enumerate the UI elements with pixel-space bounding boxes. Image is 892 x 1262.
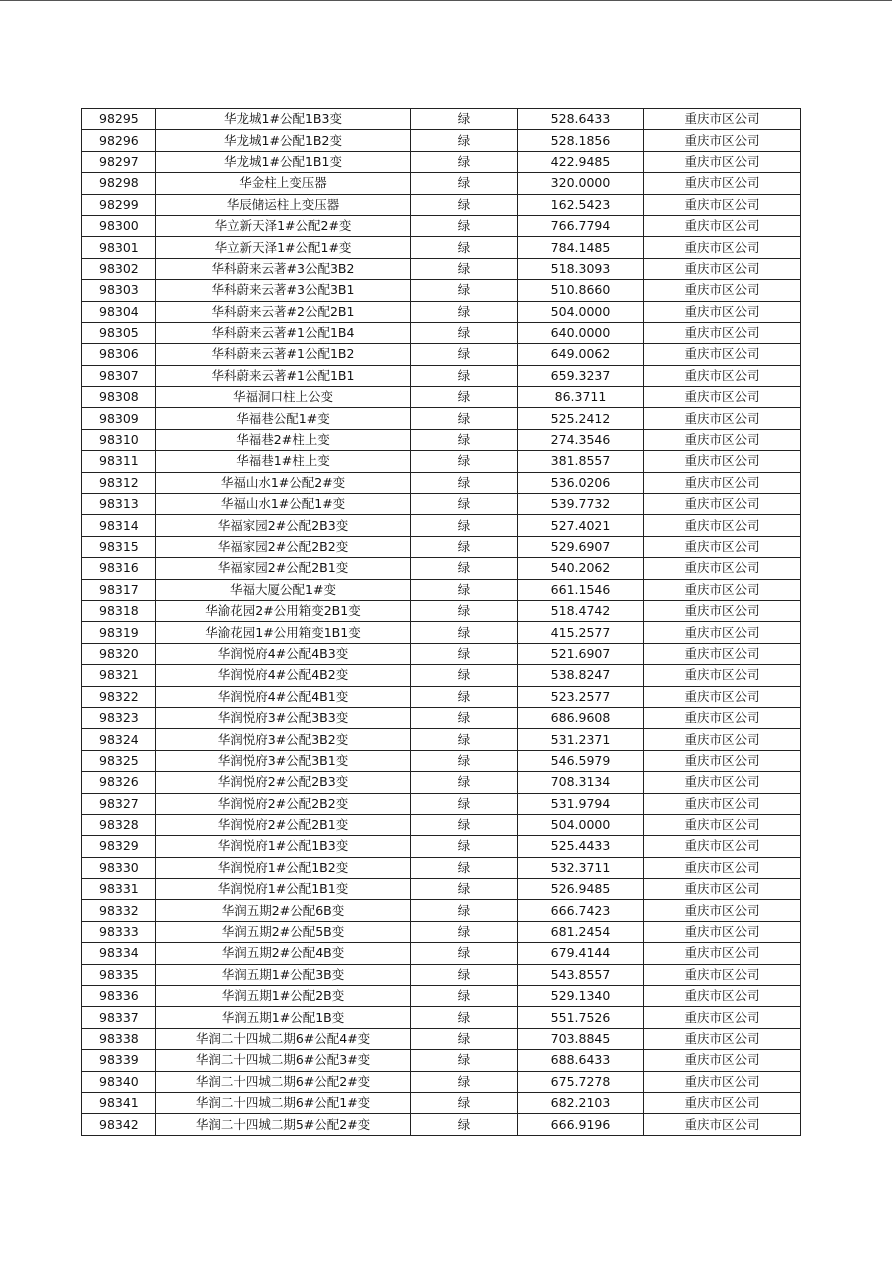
value-cell: 504.0000	[518, 301, 644, 322]
table-row	[82, 344, 801, 365]
row-id-cell: 98306	[82, 344, 156, 365]
table-row	[82, 194, 801, 215]
table-row	[82, 836, 801, 857]
company-cell: 重庆市区公司	[644, 643, 801, 664]
company-cell: 重庆市区公司	[644, 130, 801, 151]
company-cell: 重庆市区公司	[644, 964, 801, 985]
station-name-cell: 华润二十四城二期5#公配2#变	[156, 1114, 411, 1135]
row-id-cell: 98333	[82, 921, 156, 942]
value-cell: 551.7526	[518, 1007, 644, 1028]
row-id-cell: 98329	[82, 836, 156, 857]
row-id-cell: 98315	[82, 536, 156, 557]
row-id-cell: 98305	[82, 322, 156, 343]
row-id-cell: 98328	[82, 814, 156, 835]
value-cell: 162.5423	[518, 194, 644, 215]
table-row	[82, 986, 801, 1007]
status-color-cell: 绿	[411, 408, 518, 429]
station-name-cell: 华辰储运柱上变压器	[156, 194, 411, 215]
row-id-cell: 98300	[82, 215, 156, 236]
station-name-cell: 华润二十四城二期6#公配3#变	[156, 1050, 411, 1071]
station-name-cell: 华福巷2#柱上变	[156, 429, 411, 450]
status-color-cell: 绿	[411, 600, 518, 621]
table-row	[82, 472, 801, 493]
company-cell: 重庆市区公司	[644, 451, 801, 472]
status-color-cell: 绿	[411, 322, 518, 343]
station-name-cell: 华润二十四城二期6#公配2#变	[156, 1071, 411, 1092]
table-row	[82, 494, 801, 515]
company-cell: 重庆市区公司	[644, 772, 801, 793]
status-color-cell: 绿	[411, 109, 518, 130]
company-cell: 重庆市区公司	[644, 472, 801, 493]
value-cell: 538.8247	[518, 665, 644, 686]
table-row	[82, 900, 801, 921]
status-color-cell: 绿	[411, 429, 518, 450]
company-cell: 重庆市区公司	[644, 280, 801, 301]
station-name-cell: 华金柱上变压器	[156, 173, 411, 194]
station-name-cell: 华科蔚来云著#3公配3B2	[156, 258, 411, 279]
station-name-cell: 华润五期2#公配6B变	[156, 900, 411, 921]
company-cell: 重庆市区公司	[644, 429, 801, 450]
value-cell: 536.0206	[518, 472, 644, 493]
station-name-cell: 华科蔚来云著#2公配2B1	[156, 301, 411, 322]
status-color-cell: 绿	[411, 814, 518, 835]
station-name-cell: 华润悦府1#公配1B3变	[156, 836, 411, 857]
row-id-cell: 98323	[82, 707, 156, 728]
status-color-cell: 绿	[411, 579, 518, 600]
row-id-cell: 98337	[82, 1007, 156, 1028]
station-name-cell: 华润悦府1#公配1B1变	[156, 879, 411, 900]
row-id-cell: 98322	[82, 686, 156, 707]
station-name-cell: 华福洞口柱上公变	[156, 387, 411, 408]
status-color-cell: 绿	[411, 280, 518, 301]
station-name-cell: 华润五期2#公配4B变	[156, 943, 411, 964]
status-color-cell: 绿	[411, 494, 518, 515]
value-cell: 649.0062	[518, 344, 644, 365]
row-id-cell: 98324	[82, 729, 156, 750]
value-cell: 504.0000	[518, 814, 644, 835]
station-name-cell: 华科蔚来云著#1公配1B2	[156, 344, 411, 365]
company-cell: 重庆市区公司	[644, 1007, 801, 1028]
station-name-cell: 华润悦府2#公配2B1变	[156, 814, 411, 835]
station-name-cell: 华渝花园1#公用箱变1B1变	[156, 622, 411, 643]
row-id-cell: 98331	[82, 879, 156, 900]
station-name-cell: 华润悦府1#公配1B2变	[156, 857, 411, 878]
row-id-cell: 98299	[82, 194, 156, 215]
row-id-cell: 98319	[82, 622, 156, 643]
table-row	[82, 622, 801, 643]
value-cell: 528.1856	[518, 130, 644, 151]
row-id-cell: 98317	[82, 579, 156, 600]
table-row	[82, 237, 801, 258]
station-name-cell: 华润悦府4#公配4B3变	[156, 643, 411, 664]
row-id-cell: 98340	[82, 1071, 156, 1092]
company-cell: 重庆市区公司	[644, 665, 801, 686]
status-color-cell: 绿	[411, 1028, 518, 1049]
table-row	[82, 879, 801, 900]
row-id-cell: 98297	[82, 151, 156, 172]
company-cell: 重庆市区公司	[644, 237, 801, 258]
station-name-cell: 华福巷公配1#变	[156, 408, 411, 429]
status-color-cell: 绿	[411, 1092, 518, 1113]
company-cell: 重庆市区公司	[644, 600, 801, 621]
status-color-cell: 绿	[411, 986, 518, 1007]
station-name-cell: 华科蔚来云著#3公配3B1	[156, 280, 411, 301]
table-row	[82, 579, 801, 600]
status-color-cell: 绿	[411, 836, 518, 857]
row-id-cell: 98304	[82, 301, 156, 322]
value-cell: 703.8845	[518, 1028, 644, 1049]
company-cell: 重庆市区公司	[644, 536, 801, 557]
station-name-cell: 华福山水1#公配2#变	[156, 472, 411, 493]
table-row	[82, 921, 801, 942]
value-cell: 531.2371	[518, 729, 644, 750]
company-cell: 重庆市区公司	[644, 558, 801, 579]
status-color-cell: 绿	[411, 365, 518, 386]
value-cell: 86.3711	[518, 387, 644, 408]
value-cell: 527.4021	[518, 515, 644, 536]
row-id-cell: 98311	[82, 451, 156, 472]
value-cell: 640.0000	[518, 322, 644, 343]
company-cell: 重庆市区公司	[644, 943, 801, 964]
row-id-cell: 98342	[82, 1114, 156, 1135]
value-cell: 523.2577	[518, 686, 644, 707]
status-color-cell: 绿	[411, 879, 518, 900]
row-id-cell: 98301	[82, 237, 156, 258]
data-table	[81, 108, 801, 1136]
status-color-cell: 绿	[411, 130, 518, 151]
table-row	[82, 429, 801, 450]
company-cell: 重庆市区公司	[644, 515, 801, 536]
value-cell: 510.8660	[518, 280, 644, 301]
company-cell: 重庆市区公司	[644, 494, 801, 515]
company-cell: 重庆市区公司	[644, 1050, 801, 1071]
value-cell: 415.2577	[518, 622, 644, 643]
table-row	[82, 750, 801, 771]
company-cell: 重庆市区公司	[644, 707, 801, 728]
value-cell: 659.3237	[518, 365, 644, 386]
station-name-cell: 华润五期1#公配3B变	[156, 964, 411, 985]
company-cell: 重庆市区公司	[644, 921, 801, 942]
value-cell: 543.8557	[518, 964, 644, 985]
company-cell: 重庆市区公司	[644, 173, 801, 194]
company-cell: 重庆市区公司	[644, 836, 801, 857]
row-id-cell: 98321	[82, 665, 156, 686]
status-color-cell: 绿	[411, 729, 518, 750]
table-row	[82, 1028, 801, 1049]
company-cell: 重庆市区公司	[644, 322, 801, 343]
row-id-cell: 98295	[82, 109, 156, 130]
table-row	[82, 1092, 801, 1113]
page-top-border	[0, 0, 892, 1]
row-id-cell: 98316	[82, 558, 156, 579]
station-name-cell: 华龙城1#公配1B2变	[156, 130, 411, 151]
station-name-cell: 华润悦府2#公配2B2变	[156, 793, 411, 814]
status-color-cell: 绿	[411, 1071, 518, 1092]
value-cell: 528.6433	[518, 109, 644, 130]
table-row	[82, 857, 801, 878]
table-row	[82, 451, 801, 472]
station-name-cell: 华润悦府3#公配3B2变	[156, 729, 411, 750]
company-cell: 重庆市区公司	[644, 365, 801, 386]
status-color-cell: 绿	[411, 536, 518, 557]
table-row	[82, 536, 801, 557]
value-cell: 661.1546	[518, 579, 644, 600]
table-row	[82, 322, 801, 343]
company-cell: 重庆市区公司	[644, 750, 801, 771]
table-row	[82, 408, 801, 429]
status-color-cell: 绿	[411, 643, 518, 664]
station-name-cell: 华龙城1#公配1B1变	[156, 151, 411, 172]
row-id-cell: 98310	[82, 429, 156, 450]
table-row	[82, 173, 801, 194]
value-cell: 320.0000	[518, 173, 644, 194]
row-id-cell: 98309	[82, 408, 156, 429]
table-row	[82, 814, 801, 835]
row-id-cell: 98313	[82, 494, 156, 515]
table-row	[82, 943, 801, 964]
row-id-cell: 98318	[82, 600, 156, 621]
table-row	[82, 1050, 801, 1071]
table-row	[82, 387, 801, 408]
value-cell: 546.5979	[518, 750, 644, 771]
station-name-cell: 华润五期2#公配5B变	[156, 921, 411, 942]
value-cell: 679.4144	[518, 943, 644, 964]
value-cell: 529.6907	[518, 536, 644, 557]
status-color-cell: 绿	[411, 943, 518, 964]
value-cell: 526.9485	[518, 879, 644, 900]
station-name-cell: 华润五期1#公配1B变	[156, 1007, 411, 1028]
table-row	[82, 772, 801, 793]
value-cell: 518.4742	[518, 600, 644, 621]
station-name-cell: 华润悦府4#公配4B1变	[156, 686, 411, 707]
row-id-cell: 98334	[82, 943, 156, 964]
company-cell: 重庆市区公司	[644, 579, 801, 600]
status-color-cell: 绿	[411, 237, 518, 258]
company-cell: 重庆市区公司	[644, 408, 801, 429]
station-name-cell: 华润悦府3#公配3B3变	[156, 707, 411, 728]
row-id-cell: 98298	[82, 173, 156, 194]
row-id-cell: 98320	[82, 643, 156, 664]
row-id-cell: 98303	[82, 280, 156, 301]
row-id-cell: 98339	[82, 1050, 156, 1071]
status-color-cell: 绿	[411, 215, 518, 236]
row-id-cell: 98302	[82, 258, 156, 279]
company-cell: 重庆市区公司	[644, 344, 801, 365]
value-cell: 539.7732	[518, 494, 644, 515]
station-name-cell: 华福大厦公配1#变	[156, 579, 411, 600]
value-cell: 529.1340	[518, 986, 644, 1007]
company-cell: 重庆市区公司	[644, 857, 801, 878]
company-cell: 重庆市区公司	[644, 258, 801, 279]
status-color-cell: 绿	[411, 387, 518, 408]
status-color-cell: 绿	[411, 707, 518, 728]
table-row	[82, 1114, 801, 1135]
status-color-cell: 绿	[411, 1114, 518, 1135]
company-cell: 重庆市区公司	[644, 1092, 801, 1113]
row-id-cell: 98332	[82, 900, 156, 921]
station-name-cell: 华润悦府3#公配3B1变	[156, 750, 411, 771]
table-row	[82, 258, 801, 279]
status-color-cell: 绿	[411, 1050, 518, 1071]
value-cell: 521.6907	[518, 643, 644, 664]
value-cell: 274.3546	[518, 429, 644, 450]
value-cell: 381.8557	[518, 451, 644, 472]
row-id-cell: 98326	[82, 772, 156, 793]
station-name-cell: 华福山水1#公配1#变	[156, 494, 411, 515]
value-cell: 525.2412	[518, 408, 644, 429]
status-color-cell: 绿	[411, 793, 518, 814]
station-name-cell: 华润悦府4#公配4B2变	[156, 665, 411, 686]
station-name-cell: 华福家园2#公配2B3变	[156, 515, 411, 536]
value-cell: 766.7794	[518, 215, 644, 236]
station-name-cell: 华润五期1#公配2B变	[156, 986, 411, 1007]
company-cell: 重庆市区公司	[644, 729, 801, 750]
status-color-cell: 绿	[411, 900, 518, 921]
company-cell: 重庆市区公司	[644, 686, 801, 707]
company-cell: 重庆市区公司	[644, 387, 801, 408]
company-cell: 重庆市区公司	[644, 900, 801, 921]
table-row	[82, 130, 801, 151]
station-name-cell: 华龙城1#公配1B3变	[156, 109, 411, 130]
row-id-cell: 98307	[82, 365, 156, 386]
company-cell: 重庆市区公司	[644, 986, 801, 1007]
station-name-cell: 华润二十四城二期6#公配4#变	[156, 1028, 411, 1049]
value-cell: 525.4433	[518, 836, 644, 857]
row-id-cell: 98296	[82, 130, 156, 151]
row-id-cell: 98341	[82, 1092, 156, 1113]
row-id-cell: 98335	[82, 964, 156, 985]
value-cell: 531.9794	[518, 793, 644, 814]
company-cell: 重庆市区公司	[644, 814, 801, 835]
company-cell: 重庆市区公司	[644, 1071, 801, 1092]
value-cell: 708.3134	[518, 772, 644, 793]
station-name-cell: 华润悦府2#公配2B3变	[156, 772, 411, 793]
status-color-cell: 绿	[411, 472, 518, 493]
table-row	[82, 1071, 801, 1092]
value-cell: 518.3093	[518, 258, 644, 279]
row-id-cell: 98312	[82, 472, 156, 493]
table-row	[82, 301, 801, 322]
value-cell: 540.2062	[518, 558, 644, 579]
table-row	[82, 793, 801, 814]
table-row	[82, 686, 801, 707]
table-body	[82, 109, 801, 1136]
status-color-cell: 绿	[411, 515, 518, 536]
status-color-cell: 绿	[411, 772, 518, 793]
status-color-cell: 绿	[411, 344, 518, 365]
value-cell: 686.9608	[518, 707, 644, 728]
table-row	[82, 109, 801, 130]
row-id-cell: 98330	[82, 857, 156, 878]
table-row	[82, 600, 801, 621]
table-row	[82, 280, 801, 301]
status-color-cell: 绿	[411, 750, 518, 771]
company-cell: 重庆市区公司	[644, 215, 801, 236]
row-id-cell: 98325	[82, 750, 156, 771]
status-color-cell: 绿	[411, 921, 518, 942]
value-cell: 682.2103	[518, 1092, 644, 1113]
status-color-cell: 绿	[411, 558, 518, 579]
status-color-cell: 绿	[411, 1007, 518, 1028]
station-name-cell: 华润二十四城二期6#公配1#变	[156, 1092, 411, 1113]
table-row	[82, 515, 801, 536]
value-cell: 688.6433	[518, 1050, 644, 1071]
station-name-cell: 华福家园2#公配2B2变	[156, 536, 411, 557]
table-row	[82, 558, 801, 579]
station-name-cell: 华立新天泽1#公配1#变	[156, 237, 411, 258]
station-name-cell: 华福巷1#柱上变	[156, 451, 411, 472]
table-row	[82, 707, 801, 728]
company-cell: 重庆市区公司	[644, 793, 801, 814]
status-color-cell: 绿	[411, 665, 518, 686]
company-cell: 重庆市区公司	[644, 151, 801, 172]
company-cell: 重庆市区公司	[644, 194, 801, 215]
value-cell: 666.9196	[518, 1114, 644, 1135]
value-cell: 784.1485	[518, 237, 644, 258]
company-cell: 重庆市区公司	[644, 1028, 801, 1049]
station-name-cell: 华立新天泽1#公配2#变	[156, 215, 411, 236]
row-id-cell: 98338	[82, 1028, 156, 1049]
station-name-cell: 华科蔚来云著#1公配1B1	[156, 365, 411, 386]
station-name-cell: 华福家园2#公配2B1变	[156, 558, 411, 579]
company-cell: 重庆市区公司	[644, 622, 801, 643]
status-color-cell: 绿	[411, 194, 518, 215]
value-cell: 675.7278	[518, 1071, 644, 1092]
value-cell: 422.9485	[518, 151, 644, 172]
table-row	[82, 215, 801, 236]
row-id-cell: 98336	[82, 986, 156, 1007]
value-cell: 681.2454	[518, 921, 644, 942]
status-color-cell: 绿	[411, 301, 518, 322]
table-row	[82, 729, 801, 750]
station-name-cell: 华渝花园2#公用箱变2B1变	[156, 600, 411, 621]
value-cell: 666.7423	[518, 900, 644, 921]
row-id-cell: 98314	[82, 515, 156, 536]
company-cell: 重庆市区公司	[644, 301, 801, 322]
company-cell: 重庆市区公司	[644, 1114, 801, 1135]
company-cell: 重庆市区公司	[644, 879, 801, 900]
status-color-cell: 绿	[411, 258, 518, 279]
station-name-cell: 华科蔚来云著#1公配1B4	[156, 322, 411, 343]
status-color-cell: 绿	[411, 173, 518, 194]
status-color-cell: 绿	[411, 686, 518, 707]
table-row	[82, 643, 801, 664]
table-row	[82, 665, 801, 686]
table-row	[82, 151, 801, 172]
status-color-cell: 绿	[411, 151, 518, 172]
row-id-cell: 98308	[82, 387, 156, 408]
status-color-cell: 绿	[411, 964, 518, 985]
table-row	[82, 964, 801, 985]
table-row	[82, 1007, 801, 1028]
status-color-cell: 绿	[411, 451, 518, 472]
status-color-cell: 绿	[411, 857, 518, 878]
row-id-cell: 98327	[82, 793, 156, 814]
company-cell: 重庆市区公司	[644, 109, 801, 130]
status-color-cell: 绿	[411, 622, 518, 643]
value-cell: 532.3711	[518, 857, 644, 878]
table-row	[82, 365, 801, 386]
